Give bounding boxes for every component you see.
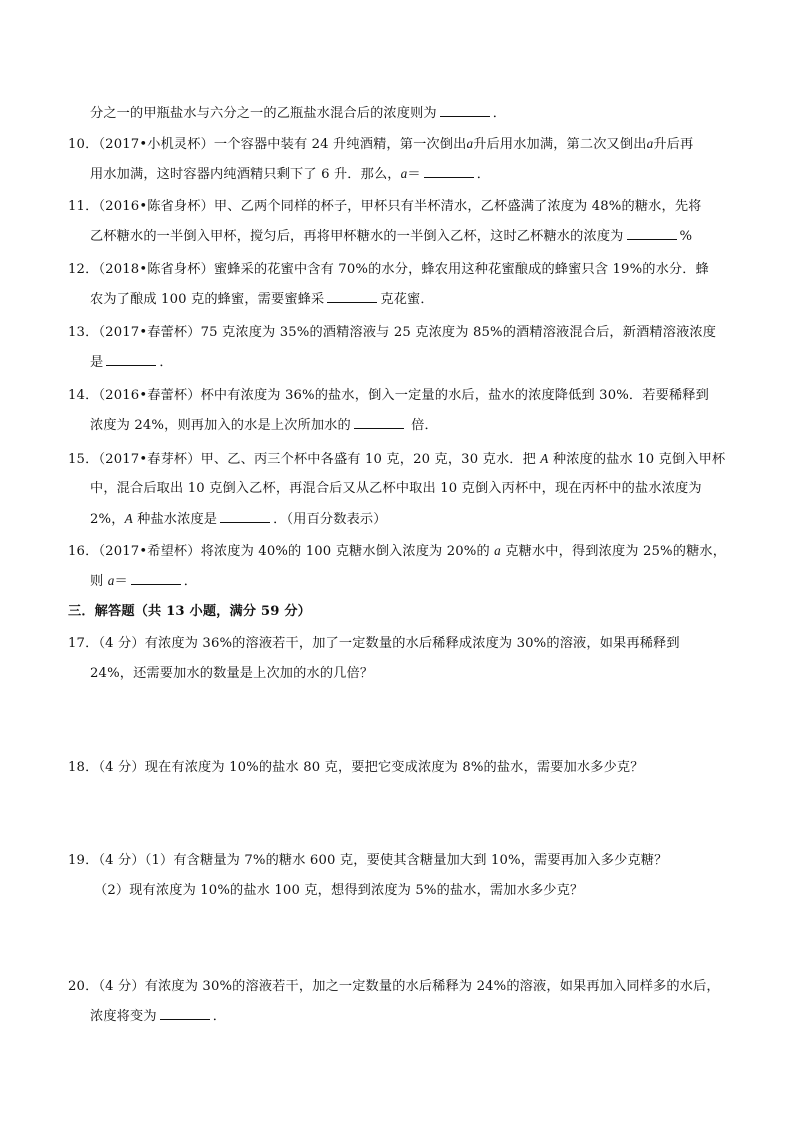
q14-line-2: 浓度为 24%，则再加入的水是上次所加水的 倍． [90,418,438,433]
q11-line-1: 11．（2016•陈省身杯）甲、乙两个同样的杯子，甲杯只有半杯清水，乙杯盛满了浓度为 48%的糖水，先将 [68,199,702,214]
answer-blank [354,416,404,429]
q13-line-1: 13．（2017•春蕾杯）75 克浓度为 35%的酒精溶液与 25 克浓度为 85%的酒精溶液混合后，新酒精溶液浓度 [68,325,717,340]
q17-line-1: 17．（4 分）有浓度为 36%的溶液若干，加了一定数量的水后稀释成浓度为 30%的溶液，如果再稀释到 [68,636,680,651]
q10-line-1: 10．（2017•小机灵杯）一个容器中装有 24 升纯酒精，第一次倒出a升后用水加满，第二次又倒出a升后再 [68,136,694,152]
q15-line-2: 中，混合后取出 10 克倒入乙杯，再混合后又从乙杯中取出 10 克倒入丙杯中，现在丙杯中的盐水浓度为 [90,481,702,496]
answer-blank [106,353,156,366]
answer-blank [131,572,181,585]
answer-blank [327,290,377,303]
q12-line-1: 12．（2018•陈省身杯）蜜蜂采的花蜜中含有 70%的水分，蜂农用这种花蜜酿成的蜂蜜只含 19%的水分．蜂 [68,262,709,277]
q13-line-2: 是 ． [90,355,173,370]
q17-line-2: 24%，还需要加水的数量是上次加的水的几倍？ [90,666,374,681]
answer-blank [160,1007,210,1020]
q16-line-1: 16．（2017•希望杯）将浓度为 40%的 100 克糖水倒入浓度为 20%的 a 克糖水中，得到浓度为 25%的糖水， [68,543,727,559]
q19-line-1: 19．（4 分）（1）有含糖量为 7%的糖水 600 克，要使其含糖量加大到 10%，需要再加入多少克糖？ [68,853,668,868]
q14-line-1: 14．（2016•春蕾杯）杯中有浓度为 36%的盐水，倒入一定量的水后，盐水的浓度降低到 30%．若要稀释到 [68,388,709,403]
answer-blank [440,104,490,117]
q20-line-2: 浓度将变为 ． [90,1009,227,1024]
q10-line-2: 用水加满，这时容器内纯酒精只剩下了 6 升．那么，a＝ ． [90,166,491,182]
q11-line-2: 乙杯糖水的一半倒入甲杯，搅匀后，再将甲杯糖水的一半倒入乙杯，这时乙杯糖水的浓度为 % [90,229,693,244]
q19-line-2: （2）现有浓度为 10%的盐水 100 克，想得到浓度为 5%的盐水，需加水多少克？ [94,883,584,898]
q18-line-1: 18．（4 分）现在有浓度为 10%的盐水 80 克，要把它变成浓度为 8%的盐水，需要加水多少克？ [68,760,644,775]
q15-line-3: 2%，A 种盐水浓度是 ．（用百分数表示） [90,511,387,527]
q9-line-2: 分之一的甲瓶盐水与六分之一的乙瓶盐水混合后的浓度则为 ． [90,106,507,121]
q15-line-1: 15．（2017•春芽杯）甲、乙、丙三个杯中各盛有 10 克，20 克，30 克水．把 A 种浓度的盐水 10 克倒入甲杯 [68,451,726,467]
answer-blank [627,227,677,240]
q16-line-2: 则 a＝ ． [90,573,198,589]
answer-blank [424,165,474,178]
q20-line-1: 20．（4 分）有浓度为 30%的溶液若干，加之一定数量的水后稀释为 24%的溶液，如果再加入同样多的水后， [68,979,720,994]
answer-blank [220,510,270,523]
q12-line-2: 农为了酿成 100 克的蜂蜜，需要蜜蜂采 克花蜜． [90,292,434,307]
section-heading: 三．解答题（共 13 小题，满分 59 分） [68,604,311,619]
